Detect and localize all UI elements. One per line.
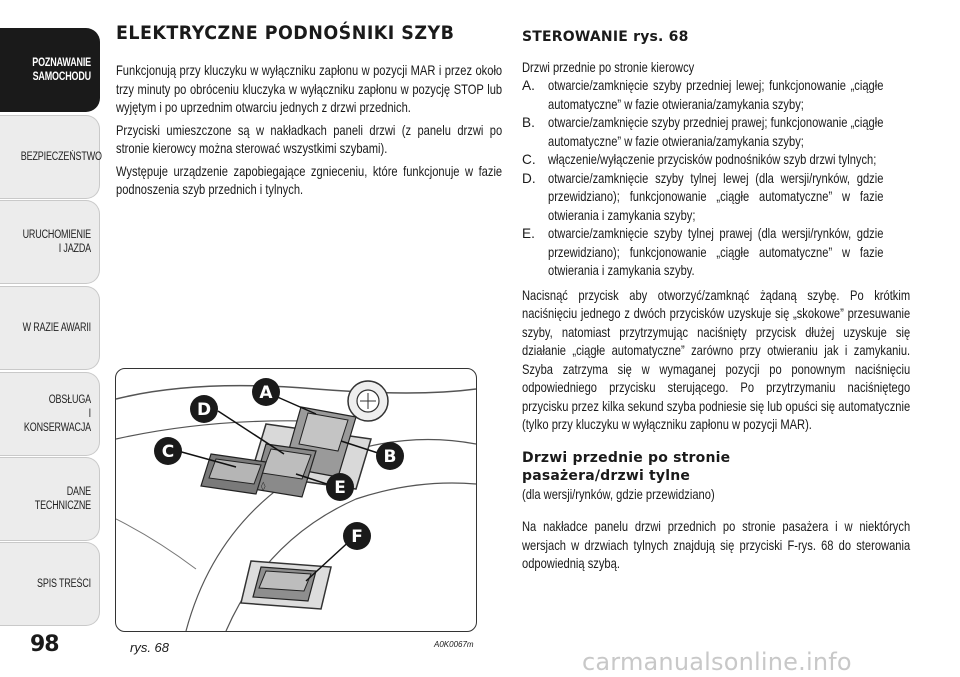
- tab-spis-tresci[interactable]: [0, 542, 100, 626]
- chapter-tabs: [0, 0, 102, 677]
- item-text: otwarcie/zamknięcie szyby tylnej lewej (dla wersji/rynków, gdzie przewidziano); funkcjonowanie „ciągłe automatyczne” w fazie otwierania i zamykania szyby;: [548, 170, 884, 223]
- section-title: ELEKTRYCZNE PODNOŚNIKI SZYB: [116, 22, 455, 44]
- item-key: E.: [522, 226, 535, 241]
- callout-a: A: [259, 383, 273, 403]
- intro-text: Drzwi przednie po stronie kierowcy: [522, 59, 695, 75]
- controls-list: [522, 77, 910, 281]
- paragraph: [522, 287, 910, 435]
- paragraph: [116, 163, 502, 200]
- list-item: [522, 170, 910, 226]
- tab-label: W RAZIE AWARII: [22, 322, 92, 334]
- tab-w-razie-awarii[interactable]: [0, 286, 100, 370]
- item-key: B.: [522, 115, 535, 130]
- callout-labels: [116, 369, 476, 631]
- paragraph-text: Przyciski umieszczone są w nakładkach paneli drzwi (z panelu drzwi po stronie kierowcy można sterować wszystkimi szybami).: [116, 122, 503, 156]
- item-text: otwarcie/zamknięcie szyby przedniej lewej; funkcjonowanie „ciągłe automatyczne” w fazie otwierania/zamykania szyby;: [548, 78, 884, 112]
- paragraph: [116, 122, 502, 159]
- left-column: [116, 22, 502, 204]
- list-item: [522, 114, 910, 151]
- paragraph-text: Nacisnąć przycisk aby otworzyć/zamknąć żądaną szybę. Po krótkim naciśnięciu jednego z dwóch przycisków uzyskuje się „skokowe” przesuwanie szyby, natomiast przytrzymując naciśnięty przycisk dłużej uzyskuje się działanie „ciągłe automatyczne” zarówno przy otwieraniu jak i zamykaniu. Szyba zatrzyma się w wymaganej pozycji po ponownym naciśnięciu odpowiedniego przycisku sterującego. Po przytrzymaniu naciśniętego przycisku przez kilka sekund szyba podniesie się lub opuści się automatycznie (tylko przy kluczyku w wyłączniku zapłonu w pozycji MAR).: [522, 287, 911, 432]
- paragraph-text: Funkcjonują przy kluczyku w wyłączniku zapłonu w pozycji MAR i przez około trzy minuty po obróceniu kluczyka w wyłączniku zapłonu w pozycję STOP lub wyjętym i po uprzednim otwarciu jednych z drzwi przednich.: [116, 63, 503, 115]
- item-key: A.: [522, 78, 535, 93]
- paragraph: [116, 62, 502, 118]
- list-item: [522, 77, 910, 114]
- paragraph-text: Występuje urządzenie zapobiegające zgnieceniu, które funkcjonuje w fazie podnoszenia szyb przednich i tylnych.: [116, 163, 503, 197]
- passenger-heading: [522, 449, 910, 486]
- tab-dane-techniczne[interactable]: [0, 457, 100, 541]
- tab-label: POZNAWANIE SAMOCHODU: [32, 57, 91, 83]
- passenger-heading-line-2: pasażera/drzwi tylne: [522, 468, 691, 484]
- passenger-heading-line-1: Drzwi przednie po stronie: [522, 449, 731, 466]
- passenger-note: [522, 486, 910, 505]
- callout-d: D: [196, 400, 212, 420]
- note-text: (dla wersji/rynków, gdzie przewidziano): [522, 486, 715, 502]
- tab-label: SPIS TREŚCI: [37, 578, 91, 590]
- item-text: otwarcie/zamknięcie szyby tylnej prawej (dla wersji/rynków, gdzie przewidziano); funkcjonowanie „ciągłe automatyczne” w fazie otwierania i zamykania szyby.: [548, 226, 884, 278]
- item-text: otwarcie/zamknięcie szyby przedniej prawej; funkcjonowanie „ciągłe automatyczne” w fazie otwierania/zamykania szyby;: [548, 115, 884, 149]
- svg-text:◊: ◊: [261, 482, 266, 492]
- list-item: [522, 151, 910, 170]
- callout-b: B: [383, 447, 397, 467]
- figure-caption: rys. 68: [130, 640, 170, 655]
- paragraph-text: Na nakładce panelu drzwi przednich po stronie pasażera i w niektórych wersjach w drzwiach tylnych znajdują się przyciski F-rys. 68 do sterowania odpowiednią szybą.: [522, 519, 911, 571]
- tab-bezpieczenstwo[interactable]: [0, 115, 100, 199]
- page-number: 98: [30, 632, 59, 657]
- controls-intro: [522, 59, 910, 78]
- tab-poznawanie-samochodu[interactable]: [0, 28, 100, 112]
- callout-c: C: [161, 442, 175, 462]
- watermark: carmanualsonline.info: [582, 648, 852, 676]
- tab-label: BEZPIECZEŃSTWO: [20, 151, 102, 163]
- tab-obsluga-i-konserwacja[interactable]: [0, 372, 100, 456]
- tab-label: URUCHOMIENIE I JAZDA: [22, 229, 91, 255]
- figure-code: A0K0067m: [434, 640, 474, 649]
- right-column: [522, 28, 910, 574]
- tab-label: DANE TECHNICZNE: [34, 486, 91, 512]
- item-text: włączenie/wyłączenie przycisków podnośników szyb drzwi tylnych;: [548, 152, 877, 167]
- list-item: [522, 225, 910, 281]
- item-key: D.: [522, 170, 536, 186]
- figure-window-switches: [115, 368, 477, 632]
- callout-f: F: [351, 527, 363, 547]
- tab-uruchomienie-i-jazda[interactable]: [0, 200, 100, 284]
- tab-label: OBSŁUGA I KONSERWACJA: [23, 394, 91, 434]
- paragraph: [522, 518, 910, 574]
- controls-heading: STEROWANIE rys. 68: [522, 29, 689, 45]
- item-key: C.: [522, 152, 536, 167]
- callout-e: E: [334, 478, 346, 498]
